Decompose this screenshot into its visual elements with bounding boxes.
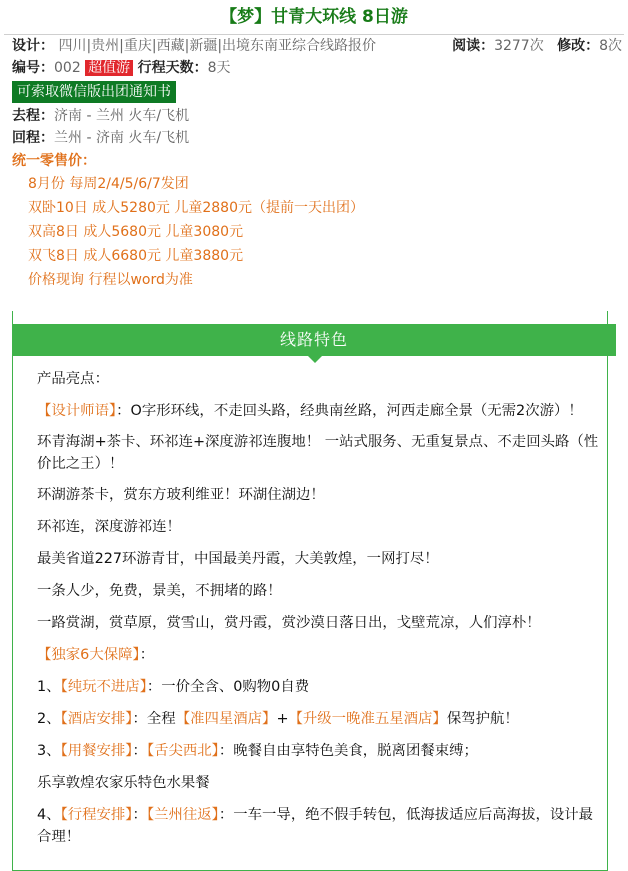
- highlight-paragraph: 一条人少，免费，景美，不拥堵的路！: [37, 583, 282, 599]
- feature-header: 线路特色: [12, 324, 616, 356]
- highlight-paragraph: 最美省道227环游青甘，中国最美丹霞，大美敦煌，一网打尽！: [37, 551, 439, 567]
- item-tag: 【行程安排】: [60, 807, 133, 823]
- edits-label: 修改：: [557, 38, 600, 54]
- price-line: 8月份 每周2/4/5/6/7发团: [28, 176, 189, 192]
- highlight-paragraph: 环青海湖+茶卡、环祁连+深度游祁连腹地！ 一站式服务、无重复景点、不走回头路（性价比之王）！: [37, 434, 599, 472]
- item-number: 2、: [37, 711, 61, 727]
- meal-line: 乐享敦煌农家乐特色水果餐: [37, 775, 210, 791]
- highlight-paragraph: 环祁连，深度游祁连！: [37, 519, 181, 535]
- price-label: 统一零售价：: [12, 153, 96, 169]
- plus-sign: +: [276, 711, 289, 727]
- highlight-paragraph: 环湖游茶卡，赏东方玻利维亚！环湖住湖边！: [37, 487, 325, 503]
- designer-text: ：O字形环线，不走回头路，经典南丝路，河西走廊全景（无需2次游）！: [116, 403, 583, 419]
- notice-button[interactable]: 可索取微信版出团通知书: [12, 81, 176, 103]
- item-colon: ：: [132, 807, 147, 823]
- intro-text: 产品亮点：: [37, 371, 109, 387]
- item-text: ：一价全含、0购物0自费: [146, 679, 310, 695]
- days-value: 8天: [207, 60, 231, 76]
- item-tag: 【用餐安排】: [60, 743, 133, 759]
- price-line: 双高8日 成人5680元 儿童3080元: [28, 224, 244, 240]
- guarantee-tag: 【独家6大保障】: [37, 647, 140, 663]
- item-mid: ：全程: [132, 711, 176, 727]
- design-label: 设计：: [12, 38, 54, 54]
- feature-header-arrow: [308, 356, 322, 363]
- item-text: 保驾护航！: [446, 711, 519, 727]
- price-line: 价格现询 行程以word为准: [28, 272, 193, 288]
- item-number: 4、: [37, 807, 61, 823]
- design-row: [0, 35, 628, 57]
- feature-content: [37, 368, 602, 848]
- guarantee-item-4: [37, 804, 602, 848]
- outbound-value: 济南 - 兰州 火车/飞机: [54, 108, 190, 124]
- edits-value: 8次: [599, 38, 622, 54]
- item-colon: ：: [132, 743, 147, 759]
- designer-paragraph: [37, 400, 602, 422]
- hotel-tag: 【准四星酒店】: [175, 711, 277, 727]
- guarantee-colon: ：: [139, 647, 155, 663]
- price-list: [0, 172, 628, 292]
- views-label: 阅读：: [452, 38, 495, 54]
- return-value: 兰州 - 济南 火车/飞机: [54, 130, 190, 146]
- item-number: 3、: [37, 743, 61, 759]
- return-label: 回程：: [12, 130, 54, 146]
- views-value: 3277次: [494, 38, 544, 54]
- value-badge: 超值游: [85, 60, 133, 76]
- design-value: 四川|贵州|重庆|西藏|新疆|出境东南亚综合线路报价: [58, 38, 377, 54]
- guarantee-item-2: [37, 708, 602, 730]
- item-number: 1、: [37, 679, 61, 695]
- days-label: 行程天数：: [137, 60, 208, 76]
- upgrade-tag: 【升级一晚准五星酒店】: [288, 711, 447, 727]
- item-tag: 【纯玩不进店】: [60, 679, 147, 695]
- outbound-row: [0, 105, 628, 127]
- route-tag: 【兰州往返】: [146, 807, 219, 823]
- code-label: 编号：: [12, 60, 54, 76]
- guarantee-item-1: [37, 676, 602, 698]
- item-text: ：晚餐自由享特色美食，脱离团餐束缚；: [218, 743, 478, 759]
- outbound-label: 去程：: [12, 108, 54, 124]
- code-value: 002: [54, 60, 81, 76]
- item-text: ：一车一导，绝不假手转包，低海拔适应后高海拔，设计最合理！: [37, 807, 594, 845]
- page-title: 【梦】甘青大环线 8日游: [220, 7, 408, 27]
- designer-tag: 【设计师语】: [37, 403, 117, 419]
- code-row: [0, 57, 628, 79]
- price-line: 双飞8日 成人6680元 儿童3880元: [28, 248, 244, 264]
- highlight-paragraph: 一路赏湖，赏草原，赏雪山，赏丹霞，赏沙漠日落日出，戈壁荒凉，人们淳朴！: [37, 615, 541, 631]
- guarantee-heading: [37, 644, 602, 666]
- price-line: 双卧10日 成人5280元 儿童2880元（提前一天出团）: [28, 200, 364, 216]
- item-tag: 【酒店安排】: [60, 711, 133, 727]
- stats: [452, 35, 622, 57]
- guarantee-item-3: [37, 740, 602, 762]
- food-tag: 【舌尖西北】: [146, 743, 219, 759]
- return-row: [0, 127, 628, 149]
